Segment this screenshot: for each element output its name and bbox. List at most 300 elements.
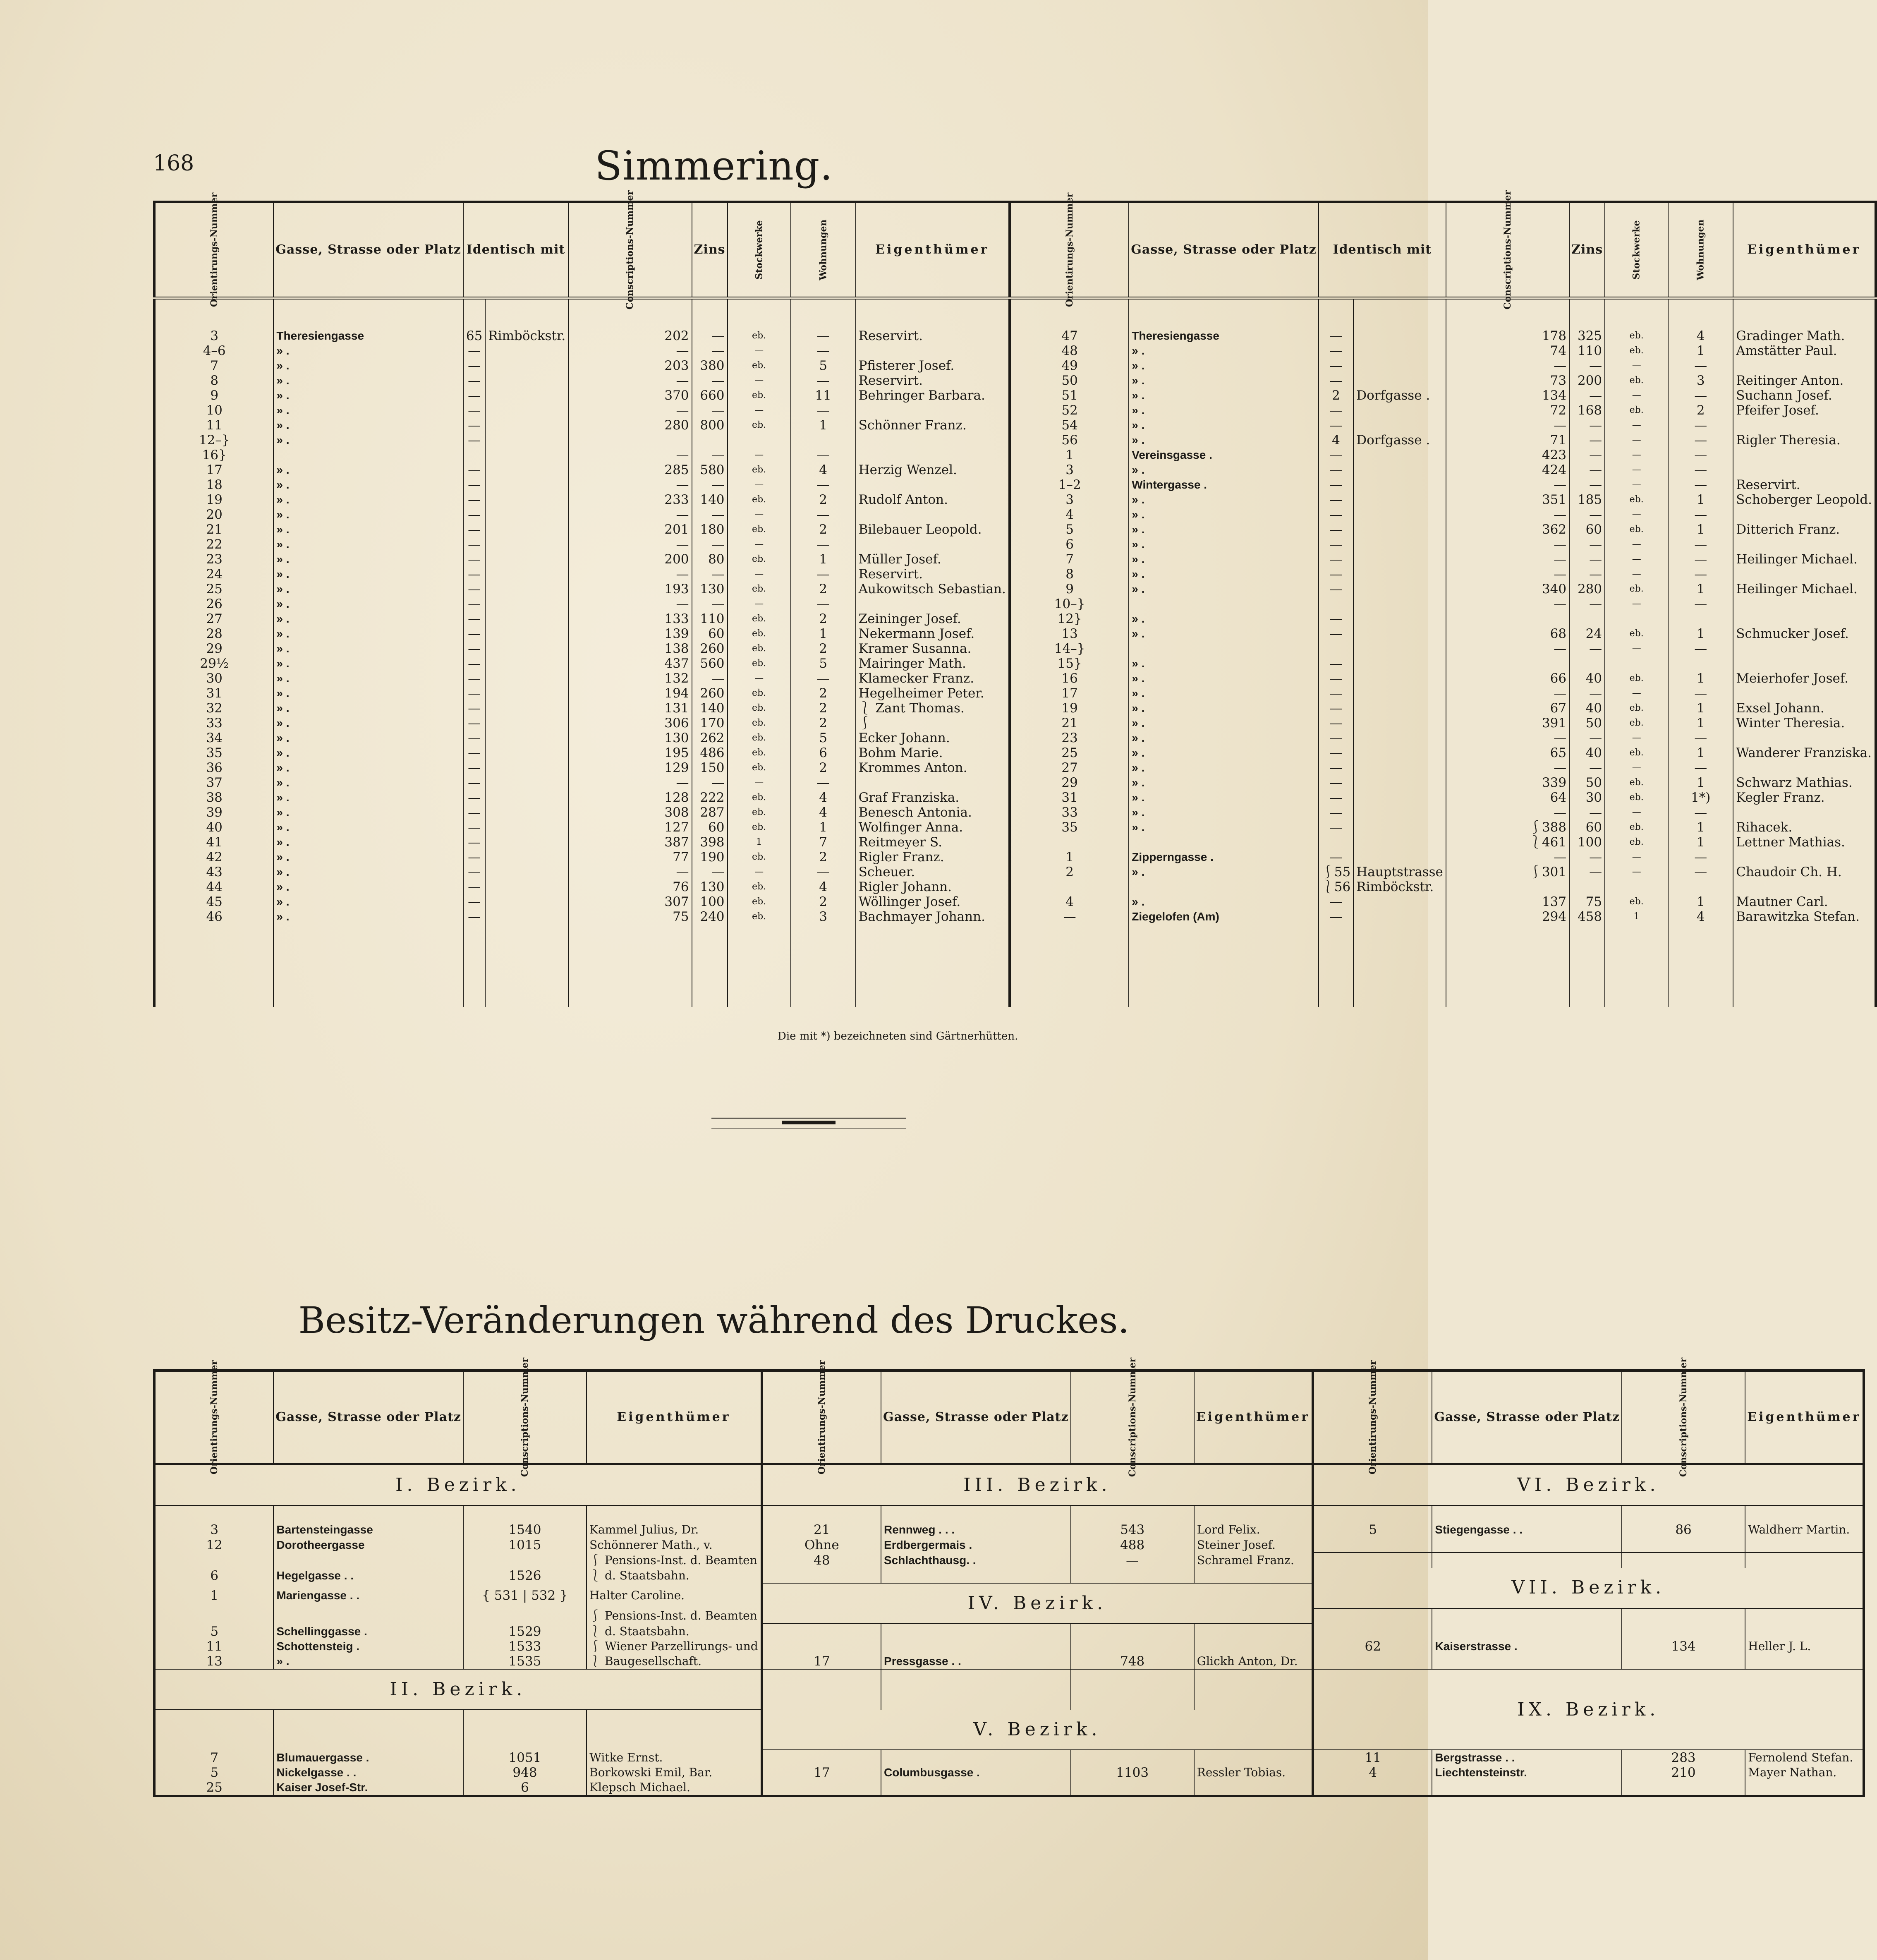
cell-owner: Suchann Josef. [1733,388,1876,403]
cell-ident-nr: — [463,835,485,850]
cell-gasse: » . [1129,507,1319,522]
b-gasse: Kaiserstrasse . [1432,1639,1622,1654]
cell-conscr [568,433,692,448]
cell-ident-nr: — [463,745,485,760]
cell-ident-nr: — [463,716,485,731]
bezirk-heading: IX. Bezirk. [1313,1669,1864,1750]
cell-ident-nr: — [1319,656,1353,671]
cell-nr: 35 [154,745,273,760]
cell-stock: eb. [1605,894,1668,909]
cell-ident-nr: — [463,701,485,716]
cell-wohn: 1 [791,820,856,835]
cell-zins: — [692,448,728,462]
cell-conscr: — [568,507,692,522]
b-owner: ⎰ Pensions-Inst. d. Beamten [587,1553,762,1568]
cell-stock: eb. [1605,522,1668,537]
cell-owner: Reitmeyer S. [856,835,1010,850]
cell-zins: — [1569,686,1605,701]
cell-ident-nr: — [1319,403,1353,418]
cell-owner: Exsel Johann. [1733,701,1876,716]
cell-conscr: 72 [1446,403,1569,418]
cell-ident-nr: 4 [1319,433,1353,448]
cell-conscr: — [1446,641,1569,656]
b-owner: Heller J. L. [1745,1639,1864,1654]
cell-stock: — [1605,433,1668,448]
b-nr: Ohne [762,1537,881,1553]
table-row [154,850,1876,865]
cell-nr: 54 [1010,418,1129,433]
cell-zins: — [692,671,728,686]
cell-owner [1733,850,1876,865]
cell-ident-nr: — [1319,909,1353,924]
cell-ident-name [485,716,568,731]
cell-wohn: 2 [791,522,856,537]
cell-gasse: » . [273,343,463,358]
cell-stock: eb. [728,328,791,343]
cell-owner: Meierhofer Josef. [1733,671,1876,686]
cell-gasse [1129,879,1319,894]
cell-stock: eb. [728,358,791,373]
cell-zins: — [692,477,728,492]
cell-zins: 60 [1569,522,1605,537]
b-owner: ⎱ Baugesellschaft. [587,1654,762,1669]
cell-wohn: — [791,477,856,492]
cell-wohn: — [791,507,856,522]
b-nr: 5 [154,1624,273,1639]
bcol-conscriptions-2: Conscriptions-Nummer [1071,1371,1194,1464]
cell-nr: 22 [154,537,273,552]
bezirk-heading: II. Bezirk. [154,1669,762,1710]
cell-stock: eb. [1605,328,1668,343]
cell-nr: 14–} [1010,641,1129,656]
cell-conscr: 128 [568,790,692,805]
cell-gasse: » . [1129,537,1319,552]
bezirk-heading: I. Bezirk. [154,1464,762,1505]
cell-owner: Bilebauer Leopold. [856,522,1010,537]
b-nr: 5 [154,1765,273,1780]
cell-zins [1569,611,1605,626]
cell-wohn: — [791,403,856,418]
cell-conscr: 193 [568,582,692,597]
cell-ident-name [485,701,568,716]
cell-owner [856,403,1010,418]
cell-zins: — [692,537,728,552]
cell-conscr: 178 [1446,328,1569,343]
bcol-orientirungs-2: Orientirungs-Nummer [762,1371,881,1464]
cell-conscr: 423 [1446,448,1569,462]
cell-nr: 1 [1010,448,1129,462]
cell-ident-nr: — [463,373,485,388]
b-gasse: Blumauergasse . [273,1750,463,1765]
cell-ident-name [1353,790,1446,805]
page-number: 168 [153,151,194,176]
cell-stock [1605,879,1668,894]
col-eigenthuemer-2: Eigenthümer [1733,202,1876,298]
cell-gasse: Zipperngasse . [1129,850,1319,865]
b-nr: 4 [1313,1765,1432,1780]
cell-nr: 15} [1010,656,1129,671]
cell-nr: 8 [154,373,273,388]
cell-zins: — [1569,865,1605,879]
cell-ident-nr: — [1319,701,1353,716]
cell-nr: 6 [1010,537,1129,552]
cell-zins: — [1569,731,1605,745]
cell-gasse: Theresiengasse [1129,328,1319,343]
cell-nr: 29½ [154,656,273,671]
cell-nr: 1–2 [1010,477,1129,492]
cell-nr: 10–} [1010,597,1129,611]
cell-owner: Rigler Theresia. [1733,433,1876,448]
cell-wohn: 2 [791,492,856,507]
cell-gasse: Wintergasse . [1129,477,1319,492]
cell-ident-nr: — [463,418,485,433]
cell-ident-nr: — [463,403,485,418]
cell-gasse: » . [1129,522,1319,537]
cell-stock: eb. [728,760,791,775]
cell-ident-name [485,433,568,448]
cell-gasse: » . [273,567,463,582]
table-row [154,448,1876,462]
cell-gasse: » . [1129,686,1319,701]
cell-ident-nr: — [463,343,485,358]
cell-ident-name [485,403,568,418]
cell-conscr: 307 [568,894,692,909]
cell-ident-name [485,552,568,567]
cell-conscr: — [1446,507,1569,522]
cell-owner: Aukowitsch Sebastian. [856,582,1010,597]
cell-conscr: — [568,403,692,418]
cell-gasse: » . [273,686,463,701]
b-gasse: Liechtensteinstr. [1432,1765,1622,1780]
table-row [154,373,1876,388]
cell-wohn: 1 [791,626,856,641]
cell-nr: 16} [154,448,273,462]
cell-stock: — [1605,805,1668,820]
cell-nr: 1 [1010,850,1129,865]
cell-ident-nr: — [463,760,485,775]
cell-ident-nr: — [1319,582,1353,597]
cell-zins: — [1569,805,1605,820]
col-stockwerke: Stockwerke [728,202,791,298]
cell-zins: — [1569,433,1605,448]
cell-zins: 24 [1569,626,1605,641]
cell-zins: — [1569,388,1605,403]
cell-gasse: » . [1129,805,1319,820]
table-row [154,656,1876,671]
cell-wohn: — [791,567,856,582]
cell-ident-name [485,522,568,537]
cell-wohn: — [791,537,856,552]
table-row [154,1553,1864,1568]
cell-owner: Amstätter Paul. [1733,343,1876,358]
cell-ident-name [485,358,568,373]
cell-owner: Heilinger Michael. [1733,582,1876,597]
cell-conscr: 202 [568,328,692,343]
cell-gasse: » . [1129,462,1319,477]
cell-nr: 19 [1010,701,1129,716]
cell-nr: 3 [154,328,273,343]
cell-zins: 60 [1569,820,1605,835]
cell-wohn: 1 [1668,894,1733,909]
cell-conscr: 132 [568,671,692,686]
cell-ident-nr: — [1319,716,1353,731]
cell-zins: 130 [692,582,728,597]
cell-nr: 56 [1010,433,1129,448]
cell-ident-name: Dorfgasse . [1353,433,1446,448]
b-nr: 25 [154,1780,273,1796]
cell-nr: 51 [1010,388,1129,403]
cell-ident-nr: — [1319,626,1353,641]
b-conscr: 748 [1071,1654,1194,1669]
cell-zins: — [692,567,728,582]
cell-zins: — [692,403,728,418]
cell-wohn: — [791,865,856,879]
cell-owner: Klamecker Franz. [856,671,1010,686]
cell-owner: ⎱ Zant Thomas. [856,701,1010,716]
cell-ident-name [485,626,568,641]
cell-gasse: » . [273,626,463,641]
col-identisch: Identisch mit [463,202,568,298]
b-owner: Steiner Josef. [1194,1537,1313,1553]
cell-nr: 45 [154,894,273,909]
b-nr: 11 [1313,1750,1432,1765]
cell-zins: 30 [1569,790,1605,805]
b-owner: Schramel Franz. [1194,1553,1313,1568]
cell-nr: 10 [154,403,273,418]
cell-gasse: » . [273,552,463,567]
b-owner: Ressler Tobias. [1194,1765,1313,1780]
cell-wohn: 1 [1668,745,1733,760]
table-row [154,1750,1864,1765]
table-row [154,1537,1864,1553]
table-row [154,701,1876,716]
cell-wohn: — [791,373,856,388]
cell-zins: 60 [692,626,728,641]
cell-wohn: 1 [1668,626,1733,641]
cell-gasse: » . [273,597,463,611]
cell-stock: eb. [1605,820,1668,835]
table-row [154,909,1876,924]
cell-conscr: — [568,343,692,358]
bcol-conscriptions: Conscriptions-Nummer [463,1371,587,1464]
cell-zins: 60 [692,820,728,835]
b-conscr: 283 [1622,1750,1745,1765]
cell-ident-name [485,790,568,805]
cell-zins: 140 [692,492,728,507]
cell-zins: — [1569,358,1605,373]
cell-gasse: » . [273,492,463,507]
cell-owner [1733,358,1876,373]
cell-ident-name [1353,582,1446,597]
b-conscr: 488 [1071,1537,1194,1553]
cell-zins: 260 [692,641,728,656]
cell-stock: — [1605,448,1668,462]
cell-wohn: — [1668,358,1733,373]
cell-nr: 31 [154,686,273,701]
cell-ident-name [1353,507,1446,522]
cell-ident-nr: — [1319,343,1353,358]
cell-ident-name [1353,492,1446,507]
b-conscr: 1015 [463,1537,587,1553]
cell-wohn: 7 [791,835,856,850]
cell-zins: — [692,373,728,388]
cell-wohn: — [1668,760,1733,775]
cell-wohn: — [1668,865,1733,879]
b-gasse: Rennweg . . . [881,1522,1071,1537]
cell-zins: 580 [692,462,728,477]
cell-wohn: 4 [1668,328,1733,343]
bcol-gasse: Gasse, Strasse oder Platz [273,1371,463,1464]
cell-wohn: — [1668,552,1733,567]
cell-wohn: 1 [1668,835,1733,850]
cell-nr: 32 [154,701,273,716]
cell-nr: 34 [154,731,273,745]
cell-ident-nr: — [1319,805,1353,820]
besitz-title: Besitz-Veränderungen während des Druckes. [298,1299,1130,1342]
cell-ident-nr: — [463,507,485,522]
col-wohnungen: Wohnungen [791,202,856,298]
cell-ident-nr: — [1319,328,1353,343]
cell-owner [1733,686,1876,701]
cell-ident-nr: — [463,775,485,790]
cell-stock: eb. [1605,626,1668,641]
cell-conscr: — [1446,552,1569,567]
cell-nr: 27 [1010,760,1129,775]
cell-owner [1733,448,1876,462]
cell-gasse: » . [273,373,463,388]
cell-gasse: Vereinsgasse . [1129,448,1319,462]
col-zins-2: Zins [1569,202,1605,298]
cell-wohn: 1 [1668,522,1733,537]
cell-gasse: » . [273,879,463,894]
cell-ident-nr: — [463,597,485,611]
cell-ident-name [1353,462,1446,477]
cell-ident-name [485,507,568,522]
cell-nr: 21 [154,522,273,537]
cell-stock: — [728,865,791,879]
table-row [154,418,1876,433]
cell-conscr: — [568,373,692,388]
cell-gasse: » . [273,909,463,924]
cell-ident-nr [1319,835,1353,850]
table-row [154,611,1876,626]
cell-zins: 100 [1569,835,1605,850]
cell-wohn: 4 [791,790,856,805]
cell-nr: 23 [154,552,273,567]
cell-ident-name [1353,760,1446,775]
cell-owner: Wolfinger Anna. [856,820,1010,835]
cell-ident-name [1353,567,1446,582]
table-row [154,671,1876,686]
cell-owner: Nekermann Josef. [856,626,1010,641]
cell-conscr: 133 [568,611,692,626]
b-conscr: 1526 [463,1568,587,1583]
cell-wohn: — [1668,731,1733,745]
b-owner: Waldherr Martin. [1745,1522,1864,1537]
cell-wohn: 2 [791,582,856,597]
cell-conscr: 73 [1446,373,1569,388]
cell-wohn: — [1668,477,1733,492]
cell-ident-nr [463,448,485,462]
cell-stock: eb. [728,611,791,626]
cell-stock: eb. [728,686,791,701]
b-owner: Mayer Nathan. [1745,1765,1864,1780]
cell-gasse: » . [273,641,463,656]
cell-ident-nr: — [1319,611,1353,626]
b-gasse: » . [273,1654,463,1669]
cell-ident-name: Dorfgasse . [1353,388,1446,403]
cell-ident-nr: — [463,671,485,686]
cell-wohn: 2 [791,701,856,716]
cell-ident-name [485,745,568,760]
cell-ident-nr: — [463,790,485,805]
cell-stock: eb. [728,656,791,671]
b-conscr: 1535 [463,1654,587,1669]
cell-gasse: » . [273,835,463,850]
cell-gasse: » . [1129,492,1319,507]
b-gasse: Erdbergermais . [881,1537,1071,1553]
col-orientirungs-2: Orientirungs-Nummer [1010,202,1129,298]
table-row [154,731,1876,745]
cell-nr: 12–} [154,433,273,448]
cell-owner: Reservirt. [856,328,1010,343]
cell-conscr: 294 [1446,909,1569,924]
cell-ident-name [1353,671,1446,686]
cell-stock: eb. [728,909,791,924]
cell-ident-name [1353,641,1446,656]
cell-owner: Chaudoir Ch. H. [1733,865,1876,879]
cell-conscr: 75 [568,909,692,924]
cell-gasse: » . [1129,567,1319,582]
cell-nr: 8 [1010,567,1129,582]
cell-gasse: » . [273,805,463,820]
col-gasse: Gasse, Strasse oder Platz [273,202,463,298]
cell-wohn: — [1668,433,1733,448]
b-owner: ⎰ Pensions-Inst. d. Beamten [587,1608,762,1624]
b-conscr: 210 [1622,1765,1745,1780]
table-row [154,1522,1864,1537]
cell-owner: Lettner Mathias. [1733,835,1876,850]
cell-wohn: 6 [791,745,856,760]
col-eigenthuemer: Eigenthümer [856,202,1010,298]
cell-nr: 31 [1010,790,1129,805]
cell-wohn: — [791,328,856,343]
col-zins: Zins [692,202,728,298]
bezirk-heading: III. Bezirk. [762,1464,1313,1505]
cell-stock: — [728,403,791,418]
cell-zins: — [692,343,728,358]
b-nr: 17 [762,1765,881,1780]
cell-nr: 20 [154,507,273,522]
table-row [154,1639,1864,1654]
cell-nr: 42 [154,850,273,865]
cell-stock: — [728,507,791,522]
cell-ident-nr: — [463,820,485,835]
cell-owner: Rigler Franz. [856,850,1010,865]
cell-stock: eb. [728,626,791,641]
table-row [154,388,1876,403]
cell-gasse: » . [1129,656,1319,671]
cell-gasse: » . [273,731,463,745]
b-owner: Halter Caroline. [587,1583,762,1608]
cell-gasse: » . [273,522,463,537]
table-row [154,507,1876,522]
table-row [154,716,1876,731]
bcol-gasse-2: Gasse, Strasse oder Platz [881,1371,1071,1464]
cell-ident-name [1353,418,1446,433]
cell-conscr: — [568,448,692,462]
cell-zins: 222 [692,790,728,805]
